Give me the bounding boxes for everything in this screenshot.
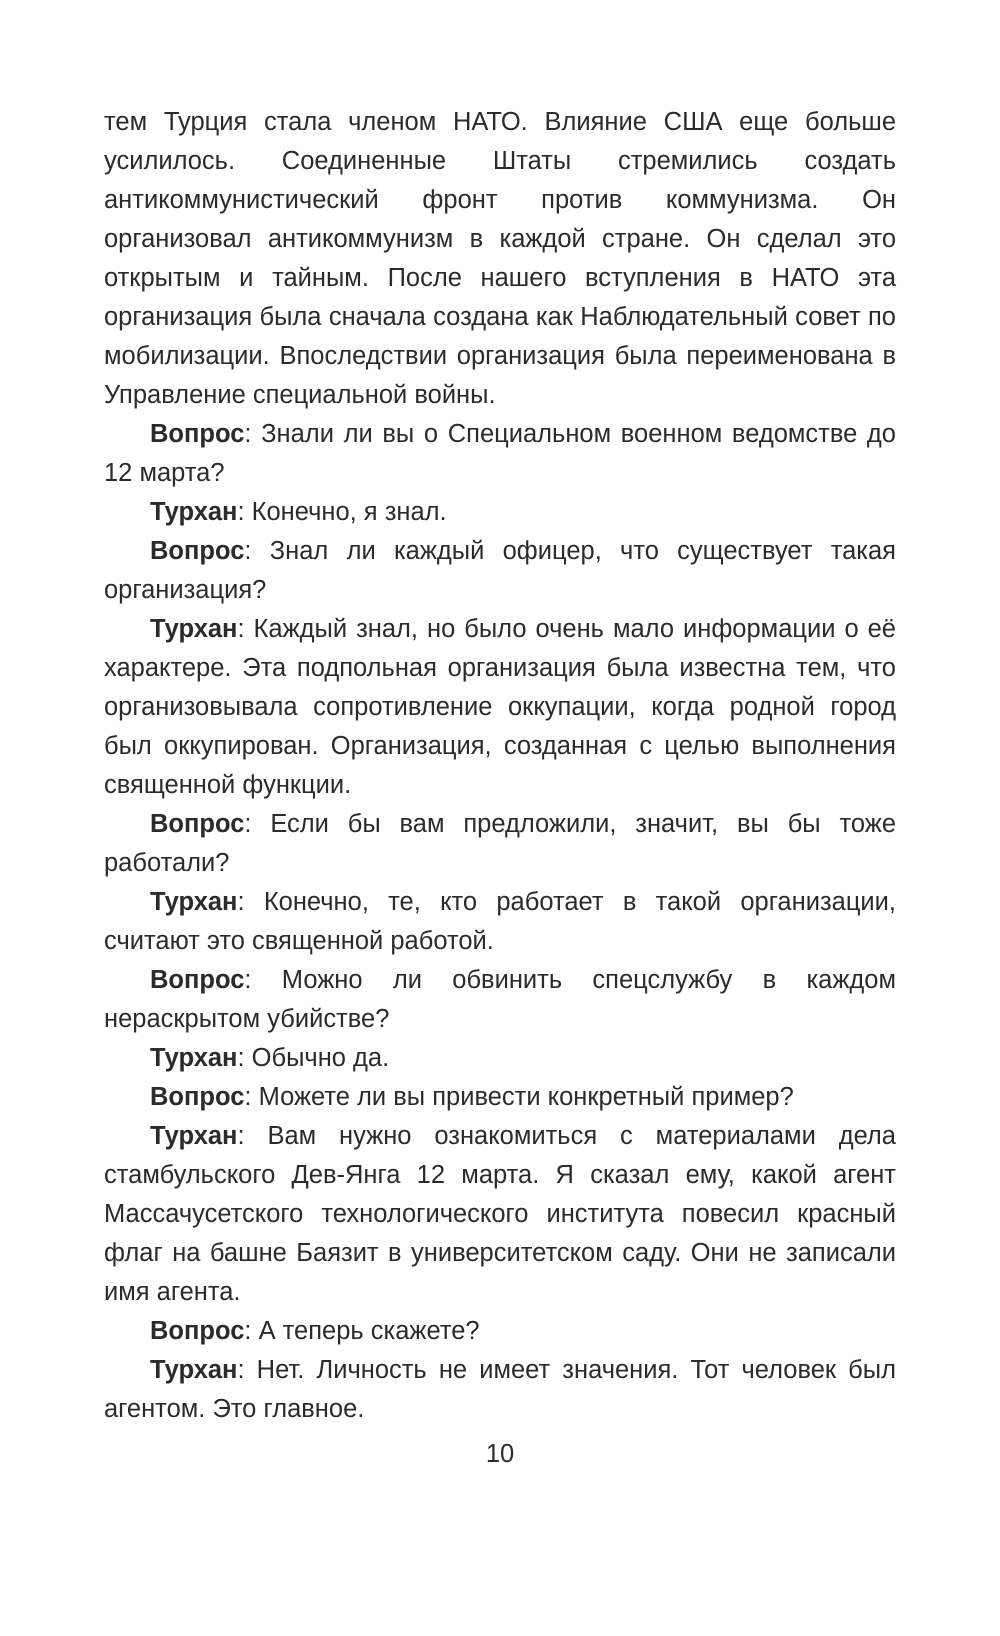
dialogue-text: : Можно ли обвинить спецслужбу в каждом нераскрытом убийстве?: [104, 966, 896, 1033]
dialogue-paragraph: [104, 1351, 896, 1429]
speaker-label: Турхан: [150, 1044, 238, 1072]
dialogue-text: : Конечно, те, кто работает в такой организации, считают это священной работой.: [104, 888, 896, 955]
speaker-label: Турхан: [150, 888, 238, 916]
dialogue-text: : Знали ли вы о Специальном военном ведомстве до 12 марта?: [104, 420, 896, 487]
speaker-label: Вопрос: [150, 420, 245, 448]
dialogue-text: : Вам нужно ознакомиться с материалами дела стамбульского Дев-Янга 12 марта. Я сказал ему, какой агент Массачусетского технологического института повесил красный флаг на башне Баязит в университетском саду. Они не записали имя агента.: [104, 1122, 896, 1306]
speaker-label: Вопрос: [150, 1083, 245, 1111]
speaker-label: Турхан: [150, 1356, 238, 1384]
speaker-label: Турхан: [150, 498, 238, 526]
speaker-label: Вопрос: [150, 537, 245, 565]
page-number: 10: [485, 1440, 515, 1468]
dialogue-paragraph: [104, 1312, 896, 1351]
dialogue-paragraph: [104, 610, 896, 805]
paragraph-text: тем Турция стала членом НАТО. Влияние США еще больше усилилось. Соединенные Штаты стремились создать антикоммунистический фронт против коммунизма. Он организовал антикоммунизм в каждой стране. Он сделал это открытым и тайным. После нашего вступления в НАТО эта организация была сначала создана как Наблюдательный совет по мобилизации. Впоследствии организация была переименована в Управление специальной войны.: [104, 108, 896, 409]
dialogue-text: : Конечно, я знал.: [237, 498, 447, 526]
dialogue-text: : Знал ли каждый офицер, что существует такая организация?: [104, 537, 896, 604]
paragraph: [104, 103, 896, 415]
dialogue-text: : Обычно да.: [237, 1044, 390, 1072]
dialogue-paragraph: [104, 1117, 896, 1312]
dialogue-paragraph: [104, 883, 896, 961]
dialogue-paragraph: [104, 1039, 896, 1078]
dialogue-text: : Нет. Личность не имеет значения. Тот человек был агентом. Это главное.: [104, 1356, 896, 1423]
speaker-label: Турхан: [150, 1122, 238, 1150]
dialogue-paragraph: [104, 532, 896, 610]
dialogue-paragraph: [104, 415, 896, 493]
speaker-label: Вопрос: [150, 810, 245, 838]
dialogue-text: : А теперь скажете?: [244, 1317, 480, 1345]
speaker-label: Турхан: [150, 615, 238, 643]
dialogue-text: : Можете ли вы привести конкретный пример?: [244, 1083, 794, 1111]
dialogue-paragraph: [104, 493, 896, 532]
speaker-label: Вопрос: [150, 1317, 245, 1345]
speaker-label: Вопрос: [150, 966, 245, 994]
dialogue-paragraph: [104, 961, 896, 1039]
dialogue-text: : Каждый знал, но было очень мало информации о её характере. Эта подпольная организация была известна тем, что организовывала сопротивление оккупации, когда родной город был оккупирован. Организация, созданная с целью выполнения священной функции.: [104, 615, 896, 799]
dialogue-paragraph: [104, 1078, 896, 1117]
dialogue-paragraph: [104, 805, 896, 883]
dialogue-text: : Если бы вам предложили, значит, вы бы тоже работали?: [104, 810, 896, 877]
page-body: [104, 103, 896, 1429]
